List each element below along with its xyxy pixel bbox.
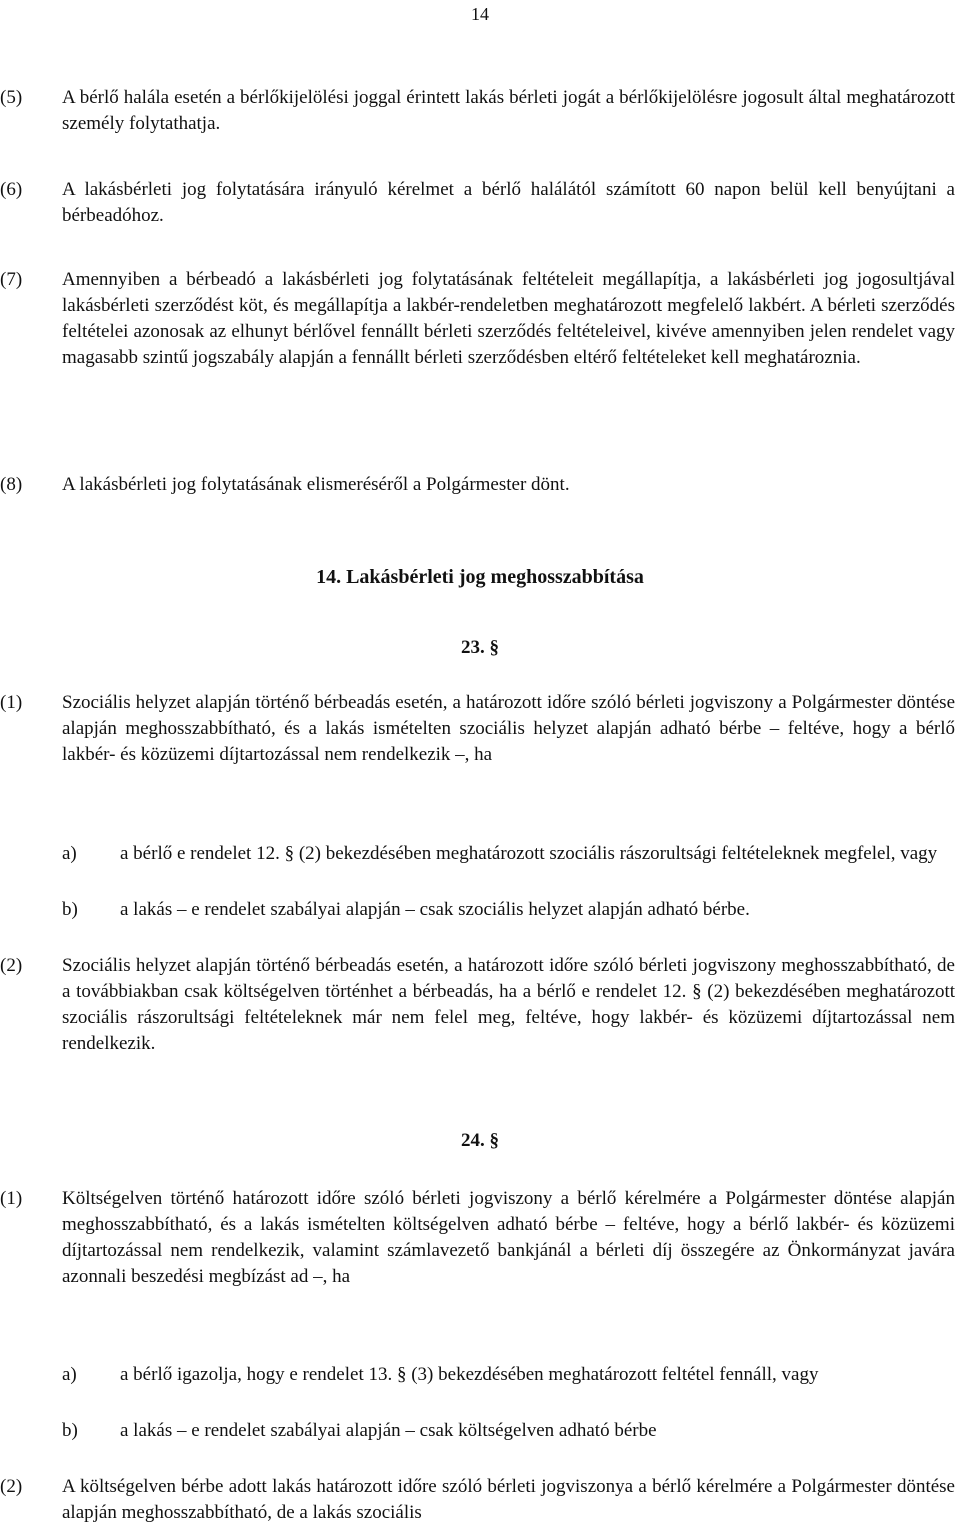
section-23-item-b <box>62 897 955 923</box>
item-letter: a) <box>62 1364 77 1385</box>
section-23-item-a <box>62 841 955 867</box>
paragraph-number: (6) <box>0 179 23 200</box>
paragraph-number: (5) <box>0 87 23 108</box>
paragraph-7 <box>0 267 960 371</box>
chapter-heading: 14. Lakásbérleti jog meghosszabbítása <box>316 566 644 588</box>
paragraph-number: (1) <box>0 1188 23 1209</box>
section-24-item-a <box>62 1362 955 1388</box>
paragraph-number: (1) <box>0 692 23 713</box>
item-text: a bérlő e rendelet 12. § (2) bekezdésében meghatározott szociális rászorultsági feltételeknek megfelel, vagy <box>120 843 938 864</box>
section-23-mark: 23. § <box>461 637 499 658</box>
item-letter: a) <box>62 843 77 864</box>
item-text: a lakás – e rendelet szabályai alapján – csak szociális helyzet alapján adható bérbe. <box>120 899 750 920</box>
item-text: a lakás – e rendelet szabályai alapján – csak költségelven adható bérbe <box>120 1420 657 1441</box>
section-23-paragraph-1 <box>0 690 960 768</box>
paragraph-text: A lakásbérleti jog folytatására irányuló kérelmet a bérlő halálától számított 60 napon belül kell benyújtani a bérbeadóhoz. <box>62 179 955 226</box>
paragraph-number: (7) <box>0 269 23 290</box>
paragraph-text: Szociális helyzet alapján történő bérbeadás esetén, a határozott időre szóló bérleti jogviszony meghosszabbítható, de a továbbiakban csak költségelven történhet a bérbeadás, ha a bérlő e rendelet 12. § (2) bekezdésében meghatározott szociális rászorultsági feltételeknek már nem felel meg, feltéve, hogy lakbér- és közüzemi díjtartozással nem rendelkezik. <box>62 955 955 1054</box>
paragraph-text: A bérlő halála esetén a bérlőkijelölési joggal érintett lakás bérleti jogát a bérlőkijelölésre jogosult által meghatározott személy folytathatja. <box>62 87 955 134</box>
paragraph-number: (2) <box>0 955 23 976</box>
section-23-paragraph-2 <box>0 953 960 1057</box>
paragraph-number: (8) <box>0 474 23 495</box>
paragraph-8 <box>0 472 960 498</box>
section-24-paragraph-2 <box>0 1474 960 1526</box>
paragraph-6 <box>0 177 960 229</box>
section-24-mark: 24. § <box>461 1130 499 1151</box>
paragraph-text: Költségelven történő határozott időre szóló bérleti jogviszony a bérlő kérelmére a Polgármester döntése alapján meghosszabbítható, és a lakás ismételten költségelven adható bérbe – feltéve, hogy a bérlő lakbér- és közüzemi díjtartozással nem rendelkezik, valamint számlavezető bankjánál a bérleti díj összegére az Önkormányzat javára azonnali beszedési megbízást ad –, ha <box>62 1188 955 1287</box>
paragraph-5 <box>0 85 960 137</box>
page-number: 14 <box>471 4 489 24</box>
section-24-paragraph-1 <box>0 1186 960 1290</box>
paragraph-text: Amennyiben a bérbeadó a lakásbérleti jog folytatásának feltételeit megállapítja, a lakásbérleti jog jogosultjával lakásbérleti szerződést köt, és megállapítja a lakbér-rendeletben meghatározott megfelelő lakbért. A bérleti szerződés feltételei azonosak az elhunyt bérlővel fennállt bérleti szerződés feltételeivel, kivéve amennyiben jelen rendelet vagy magasabb szintű jogszabály alapján a fennállt bérleti szerződésben eltérő feltételeket kell meghatároznia. <box>62 269 955 368</box>
paragraph-text: A költségelven bérbe adott lakás határozott időre szóló bérleti jogviszonya a bérlő kérelmére a Polgármester döntése alapján meghosszabbítható, de a lakás szociális <box>62 1476 955 1523</box>
item-text: a bérlő igazolja, hogy e rendelet 13. § (3) bekezdésében meghatározott feltétel fennáll, vagy <box>120 1364 819 1385</box>
paragraph-text: A lakásbérleti jog folytatásának elismeréséről a Polgármester dönt. <box>62 474 570 495</box>
section-24-item-b <box>62 1418 955 1444</box>
item-letter: b) <box>62 899 78 920</box>
item-letter: b) <box>62 1420 78 1441</box>
paragraph-text: Szociális helyzet alapján történő bérbeadás esetén, a határozott időre szóló bérleti jogviszony a Polgármester döntése alapján meghosszabbítható, és a lakás ismételten szociális helyzet alapján adható bérbe – feltéve, hogy a bérlő lakbér- és közüzemi díjtartozással nem rendelkezik –, ha <box>62 692 955 765</box>
paragraph-number: (2) <box>0 1476 23 1497</box>
